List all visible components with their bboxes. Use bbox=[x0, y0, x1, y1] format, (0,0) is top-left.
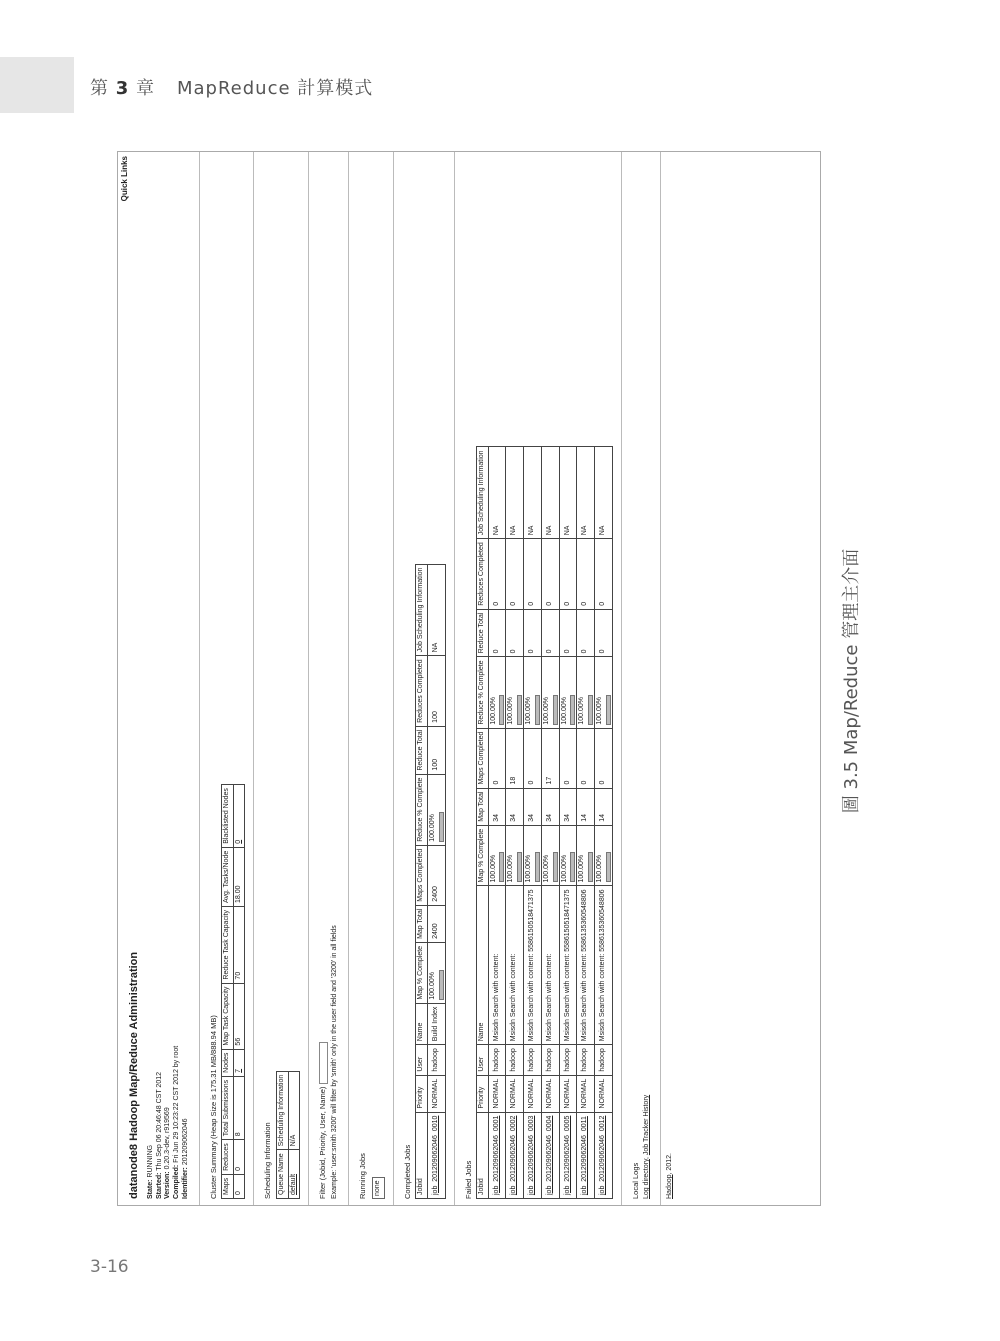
column-header: Jobid bbox=[416, 1112, 428, 1198]
table-cell: Build Index bbox=[427, 1003, 445, 1045]
info-label: Identifier: bbox=[181, 1167, 189, 1199]
column-header: Reduces bbox=[221, 1140, 233, 1175]
table-cell: hadoop bbox=[559, 1045, 577, 1075]
column-header: Reduce % Complete bbox=[476, 657, 488, 728]
table-cell bbox=[595, 1112, 613, 1198]
divider bbox=[348, 152, 349, 1205]
table-cell: hadoop bbox=[541, 1045, 559, 1075]
progress-bar bbox=[553, 852, 558, 882]
table-cell bbox=[577, 1112, 595, 1198]
table-cell bbox=[524, 657, 542, 728]
column-header: Name bbox=[476, 886, 488, 1045]
page-number: 3-16 bbox=[90, 1257, 129, 1277]
table-cell: 0 bbox=[577, 728, 595, 788]
scheduling-table bbox=[276, 1071, 301, 1199]
table-cell bbox=[595, 657, 613, 728]
table-cell bbox=[524, 1112, 542, 1198]
table-cell: Msisdn Search with content: 5586135360548806 bbox=[595, 886, 613, 1045]
percent-label: 100.00% bbox=[578, 854, 586, 883]
column-header: Total Submissions bbox=[221, 1076, 233, 1139]
screenshot-figure bbox=[117, 151, 821, 1206]
column-header: Map Total bbox=[416, 905, 428, 942]
table-cell: 0 bbox=[577, 609, 595, 657]
column-header: Maps Completed bbox=[476, 728, 488, 788]
completed-jobs-heading: Completed Jobs bbox=[402, 1144, 412, 1199]
column-header: Maps bbox=[221, 1174, 233, 1198]
table-cell bbox=[488, 1112, 506, 1198]
table-cell: Msisdn Search with content: bbox=[506, 886, 524, 1045]
table-header-row bbox=[276, 1071, 288, 1198]
table-cell: 0 bbox=[233, 1140, 245, 1175]
table-cell: NORMAL bbox=[506, 1075, 524, 1112]
table-cell: 2400 bbox=[427, 845, 445, 905]
job-id-link[interactable]: job_201209062046_0003 bbox=[528, 1115, 536, 1195]
running-jobs-heading: Running Jobs bbox=[357, 1153, 367, 1199]
table-row bbox=[427, 564, 445, 1198]
info-value: 0.20.3-dev, r919569 bbox=[164, 1107, 172, 1170]
table-cell bbox=[488, 657, 506, 728]
info-label: State: bbox=[146, 1179, 154, 1199]
divider bbox=[199, 152, 200, 1205]
running-header bbox=[90, 74, 373, 100]
table-cell: 34 bbox=[559, 788, 577, 825]
table-cell: 56 bbox=[233, 983, 245, 1049]
table-cell bbox=[559, 1112, 577, 1198]
divider bbox=[393, 152, 394, 1205]
progress-bar bbox=[439, 970, 444, 1000]
column-header: User bbox=[476, 1045, 488, 1075]
failed-jobs-heading: Failed Jobs bbox=[463, 1160, 473, 1199]
table-cell bbox=[577, 825, 595, 886]
progress-bar bbox=[570, 852, 575, 882]
progress-bar bbox=[588, 852, 593, 882]
table-cell: 0 bbox=[488, 539, 506, 609]
column-header: Reduce % Complete bbox=[416, 774, 428, 845]
divider bbox=[621, 152, 622, 1205]
table-row bbox=[524, 447, 542, 1199]
percent-label: 100.00% bbox=[596, 696, 604, 725]
info-value: Thu Sep 06 20:46:48 CST 2012 bbox=[155, 1071, 163, 1171]
figure-caption-text: 圖 3.5 Map/Reduce 管理主介面 bbox=[841, 548, 862, 814]
progress-bar bbox=[553, 695, 558, 725]
table-cell: 34 bbox=[506, 788, 524, 825]
chapter-prefix: 第 bbox=[90, 78, 109, 99]
scheduling-heading: Scheduling Information bbox=[263, 1122, 273, 1199]
table-cell: NA bbox=[559, 447, 577, 539]
percent-label: 100.00% bbox=[578, 696, 586, 725]
percent-label: 100.00% bbox=[428, 971, 436, 1000]
table-cell: 0 bbox=[524, 609, 542, 657]
column-header: Map Task Capacity bbox=[221, 983, 233, 1049]
table-cell: NA bbox=[506, 447, 524, 539]
percent-label: 100.00% bbox=[428, 814, 436, 842]
table-cell: hadoop bbox=[506, 1045, 524, 1075]
percent-label: 100.00% bbox=[596, 854, 604, 883]
table-row bbox=[595, 447, 613, 1199]
table-row bbox=[233, 785, 245, 1199]
column-header: Avg. Tasks/Node bbox=[221, 847, 233, 906]
hadoop-link[interactable]: Hadoop bbox=[666, 1174, 674, 1199]
table-cell bbox=[559, 825, 577, 886]
table-row bbox=[506, 447, 524, 1199]
table-cell: 18.00 bbox=[233, 847, 245, 906]
table-header-row bbox=[476, 447, 488, 1199]
info-value: 201209062046 bbox=[181, 1118, 189, 1166]
divider bbox=[660, 152, 661, 1205]
table-cell: 0 bbox=[595, 539, 613, 609]
progress-bar bbox=[517, 852, 522, 882]
table-cell bbox=[541, 657, 559, 728]
page-title: datanode8 Hadoop Map/Reduce Administration bbox=[128, 951, 140, 1199]
progress-bar bbox=[535, 695, 540, 725]
percent-label: 100.00% bbox=[560, 854, 568, 883]
percent-label: 100.00% bbox=[489, 854, 497, 883]
table-cell: 100 bbox=[427, 656, 445, 726]
table-cell bbox=[427, 942, 445, 1003]
percent-label: 100.00% bbox=[489, 696, 497, 725]
table-cell bbox=[488, 825, 506, 886]
table-cell: hadoop bbox=[488, 1045, 506, 1075]
progress-bar bbox=[499, 852, 504, 882]
job-tracker-history-link[interactable]: Job Tracker History bbox=[643, 1094, 651, 1156]
percent-label: 100.00% bbox=[560, 696, 568, 725]
table-cell bbox=[506, 1112, 524, 1198]
info-label: Version: bbox=[164, 1171, 172, 1199]
table-cell: NORMAL bbox=[541, 1075, 559, 1112]
column-header: Name bbox=[416, 1003, 428, 1045]
table-cell: NORMAL bbox=[577, 1075, 595, 1112]
running-jobs-none: none bbox=[372, 1177, 385, 1199]
table-cell bbox=[506, 657, 524, 728]
column-header: User bbox=[416, 1045, 428, 1075]
progress-bar bbox=[499, 695, 504, 725]
column-header: Priority bbox=[416, 1075, 428, 1112]
table-cell: hadoop bbox=[524, 1045, 542, 1075]
chapter-suffix: 章 bbox=[136, 78, 155, 99]
column-header: Reduces Completed bbox=[416, 656, 428, 726]
table-cell bbox=[288, 1150, 300, 1199]
quick-links[interactable]: Quick Links bbox=[120, 156, 129, 202]
table-cell: 0 bbox=[506, 609, 524, 657]
column-header: Reduce Total bbox=[416, 726, 428, 774]
local-logs-links bbox=[643, 158, 652, 1199]
table-cell: NORMAL bbox=[524, 1075, 542, 1112]
column-header: Scheduling Information bbox=[276, 1071, 288, 1150]
table-cell bbox=[559, 657, 577, 728]
table-cell: 0 bbox=[233, 1174, 245, 1198]
progress-bar bbox=[606, 852, 611, 882]
job-id-link[interactable]: job_201209062046_0002 bbox=[510, 1115, 518, 1195]
column-header: Reduces Completed bbox=[476, 539, 488, 609]
queue-link-default[interactable]: default bbox=[289, 1173, 297, 1195]
table-cell: 34 bbox=[541, 788, 559, 825]
table-row bbox=[559, 447, 577, 1199]
table-cell: 0 bbox=[506, 539, 524, 609]
table-cell: 70 bbox=[233, 907, 245, 984]
chapter-title: MapReduce 計算模式 bbox=[177, 78, 374, 99]
table-cell: NA bbox=[577, 447, 595, 539]
progress-bar bbox=[588, 695, 593, 725]
failed-jobs-table bbox=[476, 446, 613, 1199]
table-cell: 0 bbox=[595, 609, 613, 657]
table-cell: Msisdn Search with content: 5586135360548806 bbox=[577, 886, 595, 1045]
table-cell bbox=[541, 825, 559, 886]
info-line bbox=[147, 158, 156, 1199]
table-cell: NA bbox=[488, 447, 506, 539]
table-cell bbox=[541, 1112, 559, 1198]
table-cell: Msisdn Search with content: 5586150518471375 bbox=[559, 886, 577, 1045]
filter-label: Filter (Jobid, Priority, User, Name) bbox=[318, 1086, 328, 1199]
completed-jobs-table bbox=[415, 564, 446, 1199]
table-cell: 34 bbox=[524, 788, 542, 825]
table-cell bbox=[427, 774, 445, 845]
info-value: Fri Jun 29 10:23:22 CST 2012 by root bbox=[173, 1045, 180, 1163]
column-header: Map % Complete bbox=[476, 825, 488, 886]
local-logs-heading: Local Logs bbox=[630, 1162, 640, 1199]
table-header-row bbox=[221, 785, 233, 1199]
table-cell: 0 bbox=[577, 539, 595, 609]
cluster-summary-heading: Cluster Summary (Heap Size is 175.31 MB/888.94 MB) bbox=[208, 1015, 218, 1199]
table-cell: NA bbox=[595, 447, 613, 539]
column-header: Reduce Task Capacity bbox=[221, 907, 233, 984]
table-cell bbox=[427, 1112, 445, 1198]
table-cell: Msisdn Search with content: 5586150518471375 bbox=[524, 886, 542, 1045]
cell-link[interactable]: 7 bbox=[234, 1068, 242, 1073]
column-header: Jobid bbox=[476, 1112, 488, 1198]
job-id-link[interactable]: job_201209062046_0005 bbox=[563, 1115, 571, 1195]
column-header: Job Scheduling Information bbox=[476, 447, 488, 539]
footer-text: , 2012. bbox=[666, 1153, 674, 1175]
job-id-link[interactable]: job_201209062046_0004 bbox=[545, 1115, 553, 1195]
job-id-link[interactable]: job_201209062046_0012 bbox=[599, 1115, 607, 1195]
info-line bbox=[164, 158, 173, 1199]
separator: , bbox=[643, 1157, 651, 1160]
table-header-row bbox=[416, 564, 428, 1198]
table-cell: NORMAL bbox=[488, 1075, 506, 1112]
footer bbox=[666, 158, 675, 1199]
rotated-page bbox=[118, 152, 820, 1205]
table-cell: Msisdn Search with content: bbox=[488, 886, 506, 1045]
progress-bar bbox=[606, 695, 611, 725]
column-header: Queue Name bbox=[276, 1150, 288, 1199]
info-line bbox=[182, 158, 191, 1199]
table-cell: 34 bbox=[488, 788, 506, 825]
percent-label: 100.00% bbox=[525, 696, 533, 725]
cell-link[interactable]: 0 bbox=[234, 839, 242, 844]
table-cell: 14 bbox=[595, 788, 613, 825]
table-cell: 2400 bbox=[427, 905, 445, 942]
table-cell: Msisdn Search with content: bbox=[541, 886, 559, 1045]
column-header: Blacklisted Nodes bbox=[221, 785, 233, 848]
progress-bar bbox=[570, 695, 575, 725]
percent-label: 100.00% bbox=[507, 696, 515, 725]
table-cell: 0 bbox=[559, 728, 577, 788]
column-header: Job Scheduling Information bbox=[416, 564, 428, 656]
column-header: Maps Completed bbox=[416, 845, 428, 905]
table-cell bbox=[233, 785, 245, 848]
table-cell: N/A bbox=[288, 1071, 300, 1150]
table-cell: NORMAL bbox=[595, 1075, 613, 1112]
filter-example: Example: 'user:smith 3200' will filter by 'smith' only in the user field and '3200' in all fields bbox=[330, 925, 338, 1199]
percent-label: 100.00% bbox=[542, 854, 550, 883]
table-row bbox=[488, 447, 506, 1199]
table-row bbox=[541, 447, 559, 1199]
percent-label: 100.00% bbox=[542, 696, 550, 725]
table-cell: 0 bbox=[541, 539, 559, 609]
log-directory-link[interactable]: Log directory bbox=[643, 1159, 651, 1199]
table-cell bbox=[233, 1049, 245, 1076]
info-label: Started: bbox=[155, 1172, 163, 1199]
info-value: RUNNING bbox=[146, 1144, 154, 1178]
table-cell: 0 bbox=[488, 609, 506, 657]
table-cell: 0 bbox=[524, 539, 542, 609]
column-header: Map Total bbox=[476, 788, 488, 825]
table-cell bbox=[595, 825, 613, 886]
job-id-link[interactable]: job_201209062046_0011 bbox=[581, 1116, 589, 1195]
table-cell: hadoop bbox=[427, 1045, 445, 1075]
table-cell bbox=[506, 825, 524, 886]
percent-label: 100.00% bbox=[525, 854, 533, 883]
table-cell: NA bbox=[524, 447, 542, 539]
table-cell: 0 bbox=[595, 728, 613, 788]
table-cell: 17 bbox=[541, 728, 559, 788]
jobtracker-info bbox=[147, 158, 191, 1199]
info-label: Compiled: bbox=[173, 1164, 180, 1199]
table-cell bbox=[524, 825, 542, 886]
chapter-number: 3 bbox=[115, 78, 130, 99]
column-header: Nodes bbox=[221, 1049, 233, 1076]
info-line bbox=[156, 158, 165, 1199]
column-header: Priority bbox=[476, 1075, 488, 1112]
job-id-link[interactable]: job_201209062046_0001 bbox=[492, 1115, 500, 1195]
cluster-summary-table bbox=[221, 784, 246, 1199]
table-cell: 0 bbox=[559, 609, 577, 657]
table-cell: hadoop bbox=[577, 1045, 595, 1075]
progress-bar bbox=[439, 812, 444, 842]
table-row bbox=[577, 447, 595, 1199]
table-cell: NA bbox=[427, 564, 445, 656]
divider bbox=[454, 152, 455, 1205]
table-cell: 100 bbox=[427, 726, 445, 774]
column-header: Map % Complete bbox=[416, 942, 428, 1003]
table-cell: hadoop bbox=[595, 1045, 613, 1075]
table-cell bbox=[577, 657, 595, 728]
column-header: Reduce Total bbox=[476, 609, 488, 657]
divider bbox=[308, 152, 309, 1205]
divider bbox=[253, 152, 254, 1205]
info-line bbox=[173, 158, 182, 1199]
table-cell: 8 bbox=[233, 1076, 245, 1139]
filter-input[interactable] bbox=[319, 1042, 328, 1084]
chapter-tab bbox=[0, 57, 74, 113]
table-cell: NA bbox=[541, 447, 559, 539]
table-row bbox=[288, 1071, 300, 1198]
job-id-link[interactable]: job_201209062046_0010 bbox=[431, 1115, 439, 1195]
progress-bar bbox=[517, 695, 522, 725]
figure-caption bbox=[838, 546, 862, 816]
progress-bar bbox=[535, 852, 540, 882]
table-cell: NORMAL bbox=[427, 1075, 445, 1112]
table-cell: 0 bbox=[559, 539, 577, 609]
filter-row bbox=[318, 158, 328, 1199]
table-cell: NORMAL bbox=[559, 1075, 577, 1112]
table-cell: 0 bbox=[541, 609, 559, 657]
percent-label: 100.00% bbox=[507, 854, 515, 883]
table-cell: 0 bbox=[488, 728, 506, 788]
table-cell: 14 bbox=[577, 788, 595, 825]
table-cell: 0 bbox=[524, 728, 542, 788]
table-cell: 18 bbox=[506, 728, 524, 788]
